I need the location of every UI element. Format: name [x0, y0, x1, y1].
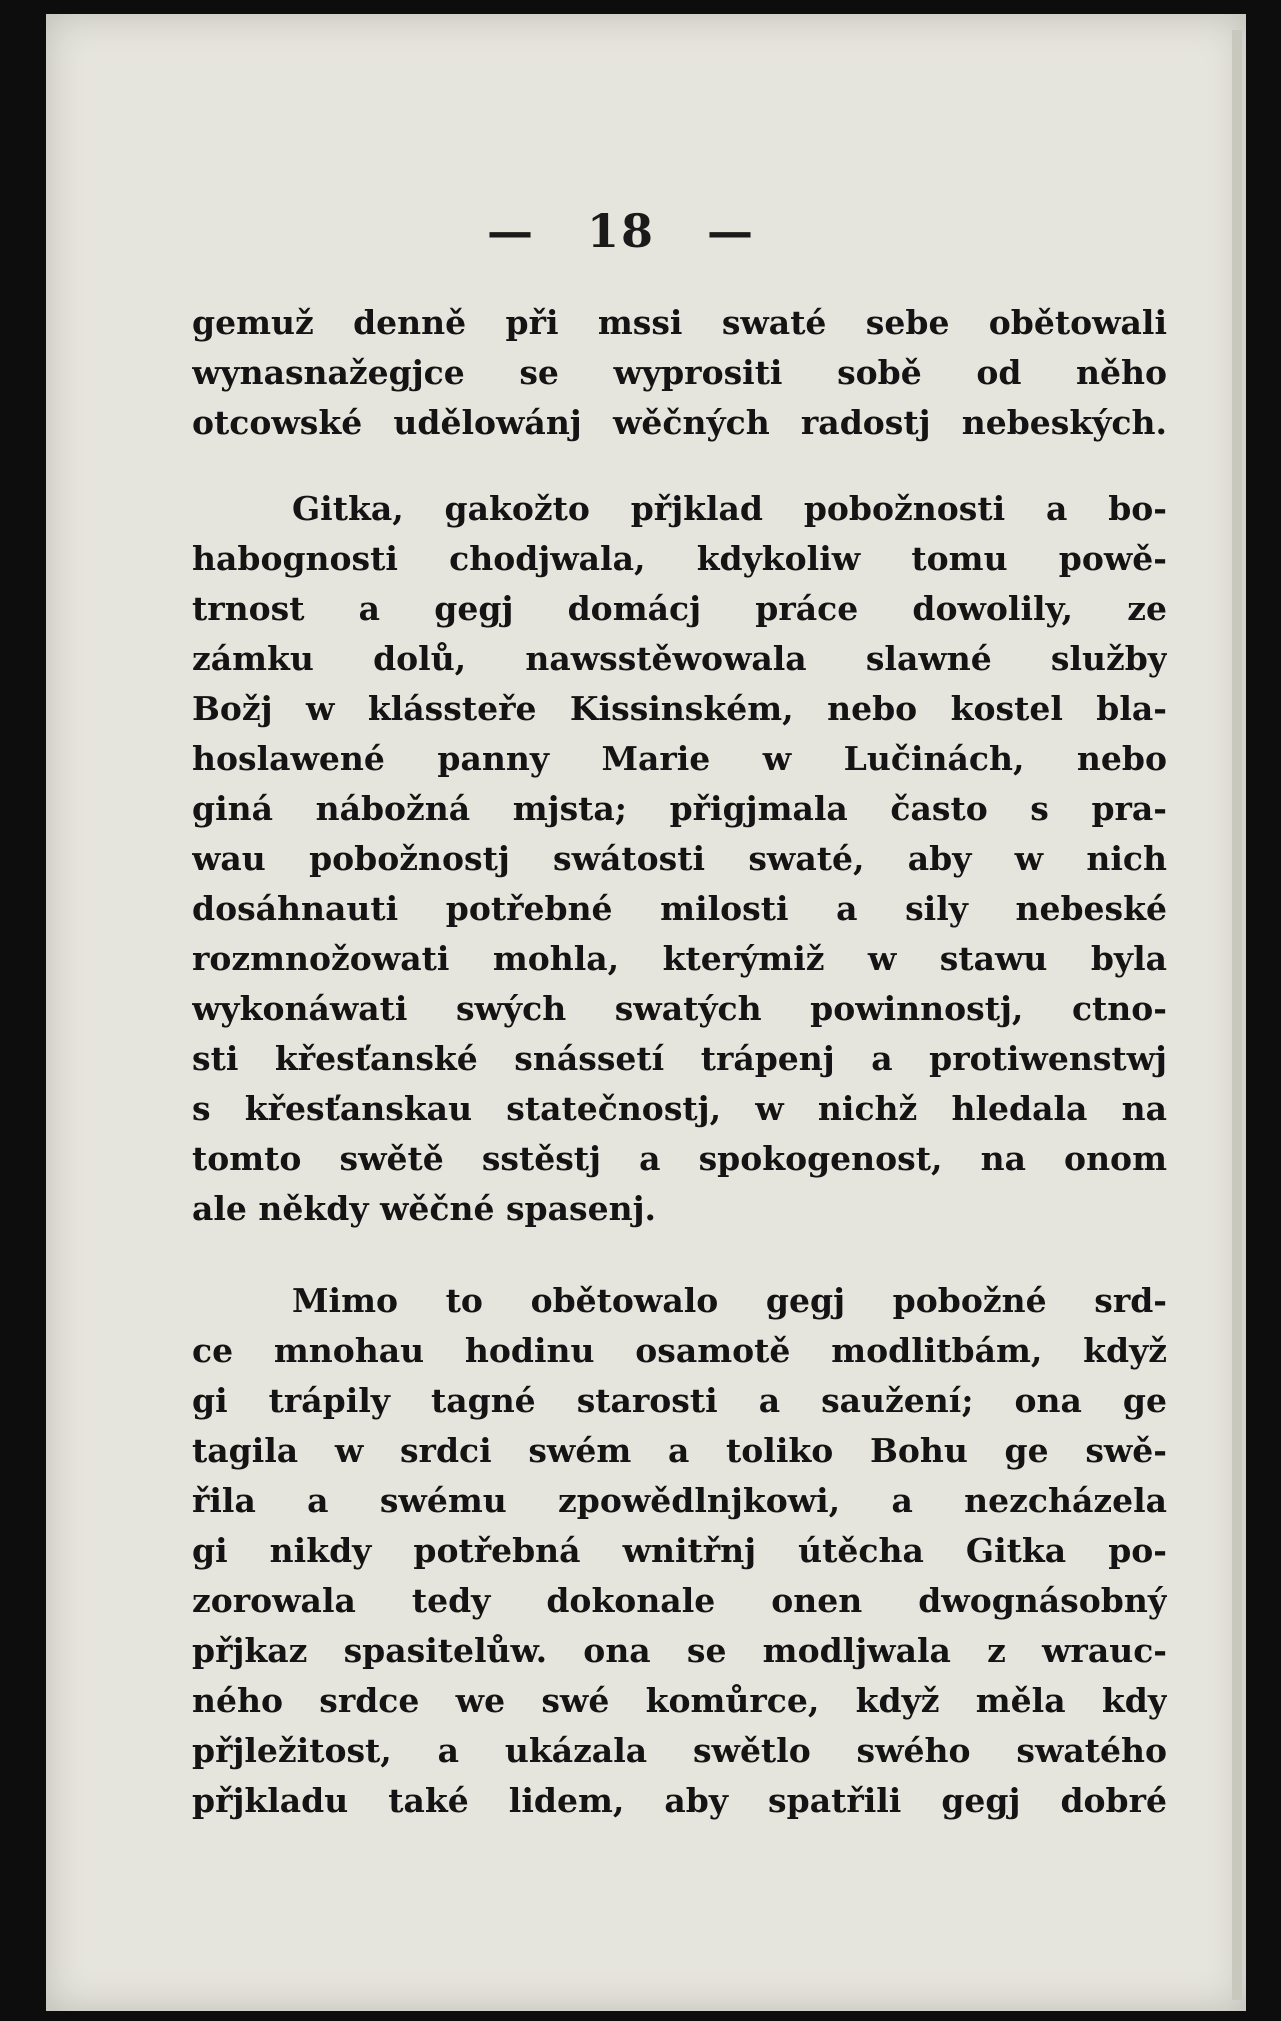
text-line: sti křesťanské snássetí trápenj a protiwenstwj: [192, 1039, 1167, 1078]
text-line: zorowala tedy dokonale onen dwognásobný: [192, 1581, 1167, 1620]
page-number: 18: [586, 204, 655, 258]
text-line: wykonáwati swých swatých powinnostj, ctno-: [192, 989, 1167, 1028]
text-line: gi trápily tagné starosti a saužení; ona ge: [192, 1381, 1167, 1420]
paragraph-2: [192, 484, 1167, 1234]
paragraph-3: [192, 1276, 1167, 1826]
text-line: Gitka, gakožto přjklad pobožnosti a bo-: [292, 489, 1167, 528]
text-line: trnost a gegj domácj práce dowolily, ze: [192, 589, 1167, 628]
text-line: otcowské udělowánj wěčných radostj nebeských.: [192, 403, 1167, 442]
text-line: ného srdce we swé komůrce, když měla kdy: [192, 1681, 1167, 1720]
text-line: Božj w klássteře Kissinském, nebo kostel bla-: [192, 689, 1167, 728]
text-line: tagila w srdci swém a toliko Bohu ge swě-: [192, 1431, 1167, 1470]
text-line: řila a swému zpowědlnjkowi, a nezcházela: [192, 1481, 1167, 1520]
header-dash-right: —: [707, 204, 755, 258]
body-text: [192, 298, 1167, 1826]
text-line: giná nábožná mjsta; přigjmala často s pra-: [192, 789, 1167, 828]
text-line: hoslawené panny Marie w Lučinách, nebo: [192, 739, 1167, 778]
text-line: habognosti chodjwala, kdykoliw tomu powě-: [192, 539, 1167, 578]
text-line: rozmnožowati mohla, kterýmiž w stawu byla: [192, 939, 1167, 978]
text-line: ale někdy wěčné spasenj.: [192, 1189, 656, 1228]
header-dash-left: —: [486, 204, 535, 258]
text-line: s křesťanskau statečnostj, w nichž hledala na: [192, 1089, 1167, 1128]
text-line: wau pobožnostj swátosti swaté, aby w nich: [192, 839, 1167, 878]
page-edge: [1232, 30, 1242, 2000]
text-line: ce mnohau hodinu osamotě modlitbám, když: [192, 1331, 1167, 1370]
text-line: tomto swětě sstěstj a spokogenost, na onom: [192, 1139, 1167, 1178]
text-line: přjkaz spasitelůw. ona se modljwala z wrauc-: [192, 1631, 1167, 1670]
text-line: Mimo to obětowalo gegj pobožné srd-: [292, 1281, 1167, 1320]
text-line: přjležitost, a ukázala swětlo swého swatého: [192, 1731, 1167, 1770]
page-header: [46, 204, 1196, 258]
paragraph-1: [192, 298, 1167, 448]
text-line: wynasnažegjce se wyprositi sobě od něho: [192, 353, 1167, 392]
text-line: gi nikdy potřebná wnitřnj útěcha Gitka po-: [192, 1531, 1167, 1570]
text-line: přjkladu také lidem, aby spatřili gegj dobré: [192, 1781, 1167, 1820]
text-line: dosáhnauti potřebné milosti a sily nebeské: [192, 889, 1167, 928]
text-line: zámku dolů, nawsstěwowala slawné služby: [192, 639, 1167, 678]
text-line: gemuž denně při mssi swaté sebe obětowali: [192, 303, 1167, 342]
